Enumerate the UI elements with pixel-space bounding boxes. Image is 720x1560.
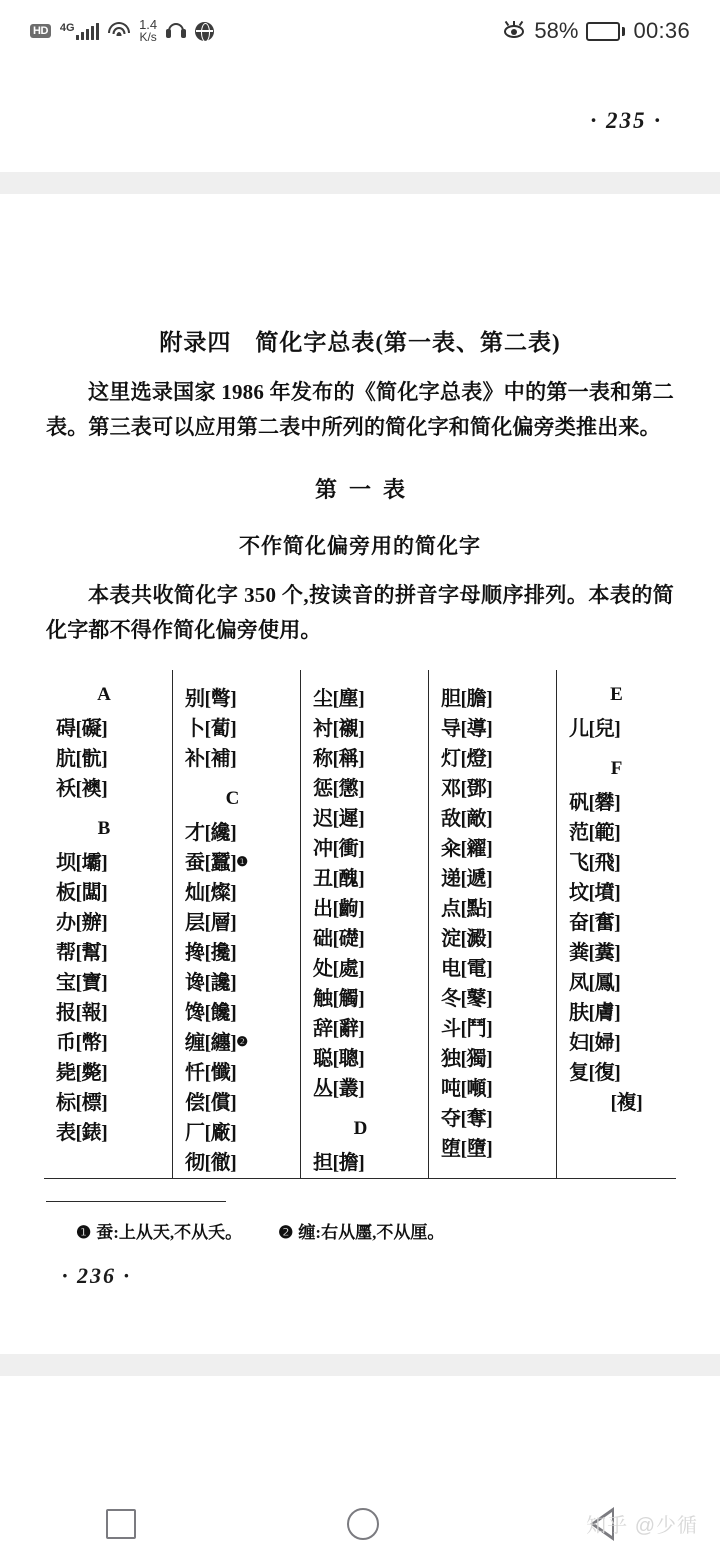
wifi-icon (108, 22, 130, 40)
character-entry: 范[範] (569, 822, 621, 844)
watermark-label: 知乎 @少循 (586, 1515, 698, 1537)
character-entry: 帮[幫] (56, 942, 108, 964)
table-column (428, 670, 548, 1178)
character-entry: 导[導] (441, 718, 493, 740)
character-entry: 籴[糴] (441, 838, 493, 860)
character-entry: 丑[醜] (313, 868, 365, 890)
appendix-title: 附录四 简化字总表(第一表、第二表) (159, 330, 561, 355)
character-entry: 补[補] (185, 748, 237, 770)
character-entry: 忏[懺] (185, 1062, 237, 1084)
character-entry: 蚕[蠶]$^❶$ (185, 852, 248, 874)
character-entry: 迟[遲] (313, 808, 365, 830)
character-entry: 点[點] (441, 898, 493, 920)
character-entry: 彻[徹] (185, 1152, 237, 1174)
page-separator-bottom (0, 1354, 720, 1376)
character-entry: 才[纔] (185, 822, 237, 844)
hd-icon: HD (30, 24, 51, 38)
footnote-item (278, 1218, 444, 1243)
next-page-head[interactable] (0, 1376, 720, 1488)
headset-icon (166, 23, 186, 40)
eye-comfort-icon (502, 21, 526, 41)
signal-icon (60, 22, 99, 40)
character-entry: 担[擔] (313, 1152, 365, 1174)
character-entry: 递[遞] (441, 868, 493, 890)
footnote-reference: ❶ (236, 854, 248, 869)
page-number-top: · 235 · (590, 108, 662, 133)
letter-heading: C (225, 788, 240, 809)
section-title: 第一表 (314, 477, 417, 502)
character-entry: 聪[聰] (313, 1048, 365, 1070)
character-entry: 夺[奪] (441, 1108, 493, 1130)
clock-label: 00:36 (633, 18, 690, 43)
home-icon[interactable] (347, 1508, 379, 1540)
character-entry: 堕[墮] (441, 1138, 493, 1160)
sub-title: 不作简化偏旁用的简化字 (239, 534, 481, 558)
letter-heading: F (610, 758, 623, 779)
footnote-item (76, 1218, 242, 1243)
table-column (556, 670, 676, 1178)
character-entry: 丛[叢] (313, 1078, 365, 1100)
page-number-bottom: · 236 · (62, 1263, 131, 1288)
character-entry: 斗[鬥] (441, 1018, 493, 1040)
network-type-label: 4G (59, 22, 75, 34)
letter-heading: B (97, 818, 111, 839)
character-entry: 吨[噸] (441, 1078, 493, 1100)
footnote-text: 缠:右从㕓,不从厘。 (298, 1223, 445, 1242)
character-entry: 冲[衝] (313, 838, 365, 860)
character-entry: 称[稱] (313, 748, 365, 770)
character-entry: 出[齣] (313, 898, 365, 920)
character-entry: 灿[燦] (185, 882, 237, 904)
character-entry: 惩[懲] (313, 778, 365, 800)
character-entry: 坟[墳] (569, 882, 621, 904)
character-entry: 独[獨] (441, 1048, 493, 1070)
page-separator-top (0, 172, 720, 194)
battery-icon (586, 22, 625, 41)
character-entry: 厂[廠] (185, 1122, 237, 1144)
character-entry: 胆[膽] (441, 688, 493, 710)
character-entry: 奋[奮] (569, 912, 621, 934)
globe-icon (195, 22, 214, 41)
character-entry: 表[錶] (56, 1122, 108, 1144)
character-entry: 肤[膚] (569, 1002, 621, 1024)
character-entry: 处[處] (313, 958, 365, 980)
character-entry: 卜[蔔] (185, 718, 237, 740)
character-entry: 触[觸] (313, 988, 365, 1010)
footnote-list (46, 1218, 674, 1243)
footnote-marker: ❷ (278, 1223, 294, 1242)
footnote-rule (46, 1201, 226, 1202)
character-entry: 邓[鄧] (441, 778, 493, 800)
recents-icon[interactable] (106, 1509, 136, 1539)
character-entry: 办[辦] (56, 912, 108, 934)
character-entry: 谗[讒] (185, 972, 237, 994)
character-entry: 别[彆] (185, 688, 237, 710)
character-entry: 础[礎] (313, 928, 365, 950)
column-top-spacer (177, 670, 288, 684)
character-entry: 板[闆] (56, 882, 108, 904)
table-bottom-rule (44, 1178, 676, 1179)
footnote-reference: ❷ (236, 1034, 248, 1049)
character-entry: 肮[骯] (56, 748, 108, 770)
character-entry: 馋[饞] (185, 1002, 237, 1024)
character-entry: 淀[澱] (441, 928, 493, 950)
network-speed (139, 19, 157, 43)
character-entry: 毙[斃] (56, 1062, 108, 1084)
character-entry: 敌[敵] (441, 808, 493, 830)
character-entry: 袄[襖] (56, 778, 108, 800)
character-entry: 灯[燈] (441, 748, 493, 770)
character-entry: 粪[糞] (569, 942, 621, 964)
character-entry: 宝[寶] (56, 972, 108, 994)
letter-heading: D (353, 1118, 368, 1139)
character-entry: 飞[飛] (569, 852, 621, 874)
signal-bars-icon (76, 22, 100, 40)
status-bar (0, 0, 720, 62)
character-entry: 凤[鳳] (569, 972, 621, 994)
page-sheet[interactable] (0, 194, 720, 1354)
character-entry: 矾[礬] (569, 792, 621, 814)
character-entry: 币[幣] (56, 1032, 108, 1054)
character-entry: 坝[壩] (56, 852, 108, 874)
table-note-paragraph: 本表共收简化字 350 个,按读音的拼音字母顺序排列。本表的简化字都不得作简化偏旁使用。 (46, 583, 674, 642)
character-entry: 偿[償] (185, 1092, 237, 1114)
character-entry: 标[標] (56, 1092, 108, 1114)
column-top-spacer (433, 670, 544, 684)
character-entry: 电[電] (441, 958, 493, 980)
simplified-character-table (44, 670, 676, 1178)
intro-paragraph: 这里选录国家 1986 年发布的《简化字总表》中的第一表和第二表。第三表可以应用第二表中所列的简化字和简化偏旁类推出来。 (46, 380, 674, 439)
character-entry: 搀[攙] (185, 942, 237, 964)
table-column (300, 670, 420, 1178)
network-speed-value: 1.4 (139, 17, 158, 32)
status-bar-right-group (502, 18, 690, 44)
previous-page-tail[interactable] (0, 62, 720, 172)
character-entry: 尘[塵] (313, 688, 365, 710)
character-entry: 辞[辭] (313, 1018, 365, 1040)
battery-percent-label: 58% (534, 18, 579, 43)
letter-heading: A (97, 684, 111, 705)
footnote-marker: ❶ (76, 1223, 92, 1242)
table-column (172, 670, 292, 1178)
character-entry: 层[層] (185, 912, 237, 934)
character-entry: 缠[纏]$^❷$ (185, 1032, 248, 1054)
character-entry: 冬[鼕] (441, 988, 493, 1010)
character-entry: 儿[兒] (569, 718, 621, 740)
character-entry: [複] (591, 1092, 643, 1114)
character-entry: 报[報] (56, 1002, 108, 1024)
character-entry: 复[復] (569, 1062, 621, 1084)
letter-heading: E (610, 684, 623, 705)
network-speed-unit: K/s (139, 30, 157, 44)
footnote-text: 蚕:上从天,不从夭。 (96, 1223, 243, 1242)
character-entry: 妇[婦] (569, 1032, 621, 1054)
table-column (44, 670, 164, 1178)
character-entry: 衬[襯] (313, 718, 365, 740)
column-top-spacer (305, 670, 416, 684)
character-entry: 碍[礙] (56, 718, 108, 740)
status-bar-left-group (30, 19, 214, 43)
